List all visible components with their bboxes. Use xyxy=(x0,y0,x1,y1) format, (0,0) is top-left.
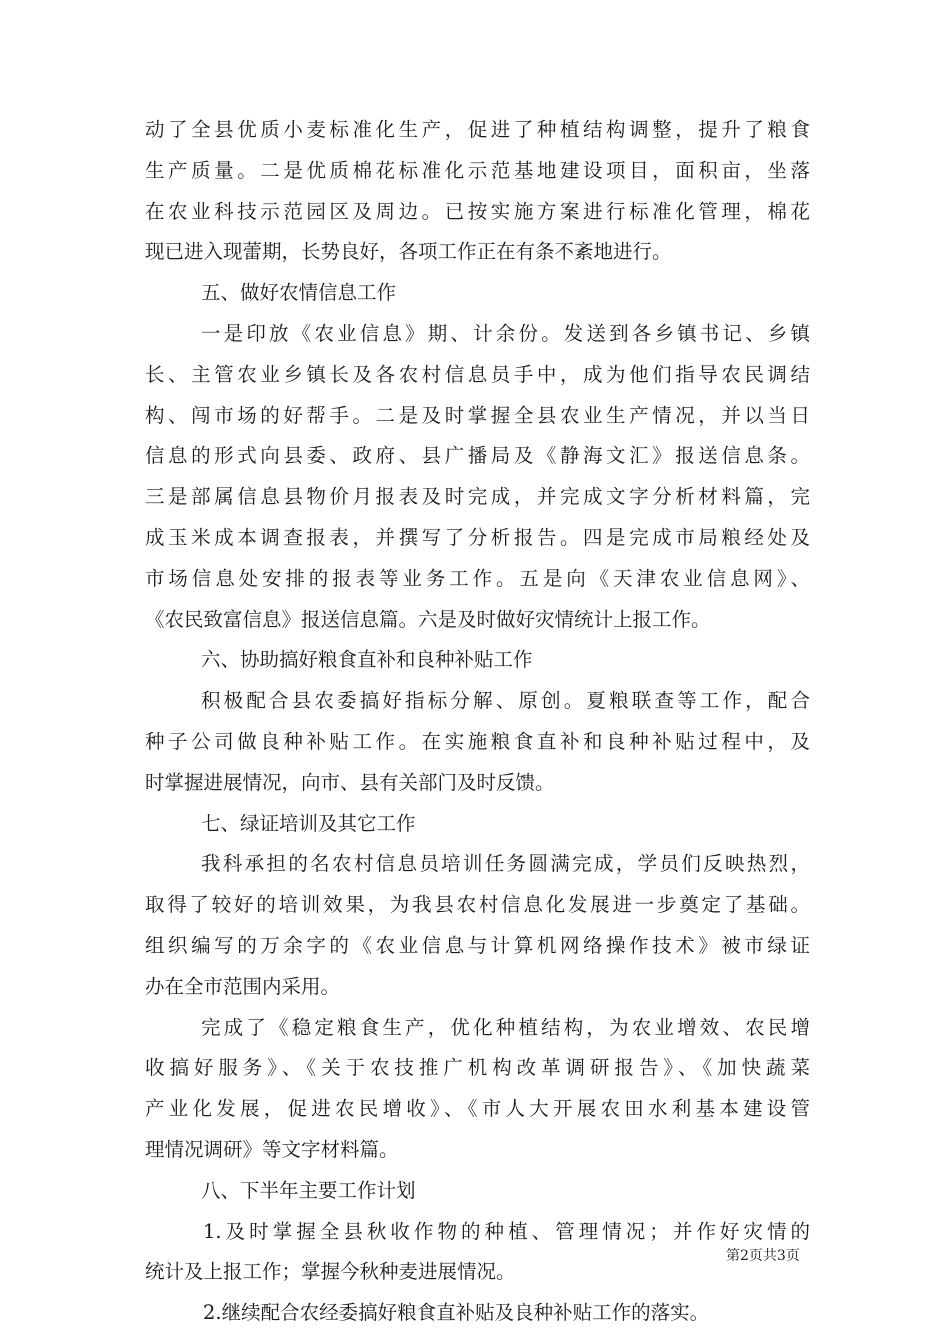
text-line: 在农业科技示范园区及周边。已按实施方案进行标准化管理，棉花 xyxy=(145,199,810,223)
document-body xyxy=(145,110,810,1334)
text-line: 《农民致富信息》报送信息篇。六是及时做好灾情统计上报工作。 xyxy=(145,607,711,631)
text-line: 现已进入现蕾期，长势良好，各项工作正在有条不紊地进行。 xyxy=(145,240,672,264)
text-line: 办在全市范围内采用。 xyxy=(145,974,341,998)
text-line: 组织编写的万余字的《农业信息与计算机网络操作技术》被市绿证 xyxy=(145,933,810,957)
page-number: 第2页共3页 xyxy=(726,1248,800,1264)
list-item: 1.及时掌握全县秋收作物的种植、管理情况；并作好灾情的 xyxy=(203,1219,810,1243)
text-line: 市场信息处安排的报表等业务工作。五是向《天津农业信息网》、 xyxy=(145,566,810,590)
text-line: 时掌握进展情况，向市、县有关部门及时反馈。 xyxy=(145,770,555,794)
section-heading: 八、下半年主要工作计划 xyxy=(201,1178,416,1202)
text-line: 种子公司做良种补贴工作。在实施粮食直补和良种补贴过程中，及 xyxy=(145,729,810,753)
text-line: 统计及上报工作；掌握今秋种麦进展情况。 xyxy=(145,1260,516,1284)
list-item: 2.继续配合农经委搞好粮食直补贴及良种补贴工作的落实。 xyxy=(203,1301,710,1325)
text-line: 收搞好服务》、《关于农技推广机构改革调研报告》、《加快蔬菜 xyxy=(145,1056,810,1080)
section-heading: 五、做好农情信息工作 xyxy=(201,281,397,305)
text-line: 三是部属信息县物价月报表及时完成，并完成文字分析材料篇，完 xyxy=(145,485,810,509)
text-line: 动了全县优质小麦标准化生产，促进了种植结构调整，提升了粮食 xyxy=(145,118,810,141)
text-line: 长、主管农业乡镇长及各农村信息员手中，成为他们指导农民调结 xyxy=(145,362,810,386)
text-line: 成玉米成本调查报表，并撰写了分析报告。四是完成市局粮经处及 xyxy=(145,525,810,549)
section-heading: 六、协助搞好粮食直补和良种补贴工作 xyxy=(201,648,533,672)
text-line: 取得了较好的培训效果，为我县农村信息化发展进一步奠定了基础。 xyxy=(145,893,810,917)
text-line: 积极配合县农委搞好指标分解、原创。夏粮联查等工作，配合 xyxy=(201,689,810,713)
section-heading: 七、绿证培训及其它工作 xyxy=(201,811,416,835)
text-line: 完成了《稳定粮食生产，优化种植结构，为农业增效、农民增 xyxy=(201,1015,810,1039)
text-line: 我科承担的名农村信息员培训任务圆满完成，学员们反映热烈， xyxy=(201,852,810,876)
text-line: 产业化发展，促进农民增收》、《市人大开展农田水利基本建设管 xyxy=(145,1097,810,1121)
text-line: 信息的形式向县委、政府、县广播局及《静海文汇》报送信息条。 xyxy=(145,444,810,468)
text-line: 一是印放《农业信息》期、计余份。发送到各乡镇书记、乡镇 xyxy=(201,321,810,345)
text-line: 理情况调研》等文字材料篇。 xyxy=(145,1137,399,1161)
text-line: 构、闯市场的好帮手。二是及时掌握全县农业生产情况，并以当日 xyxy=(145,403,810,427)
text-line: 生产质量。二是优质棉花标准化示范基地建设项目，面积亩，坐落 xyxy=(145,158,810,182)
